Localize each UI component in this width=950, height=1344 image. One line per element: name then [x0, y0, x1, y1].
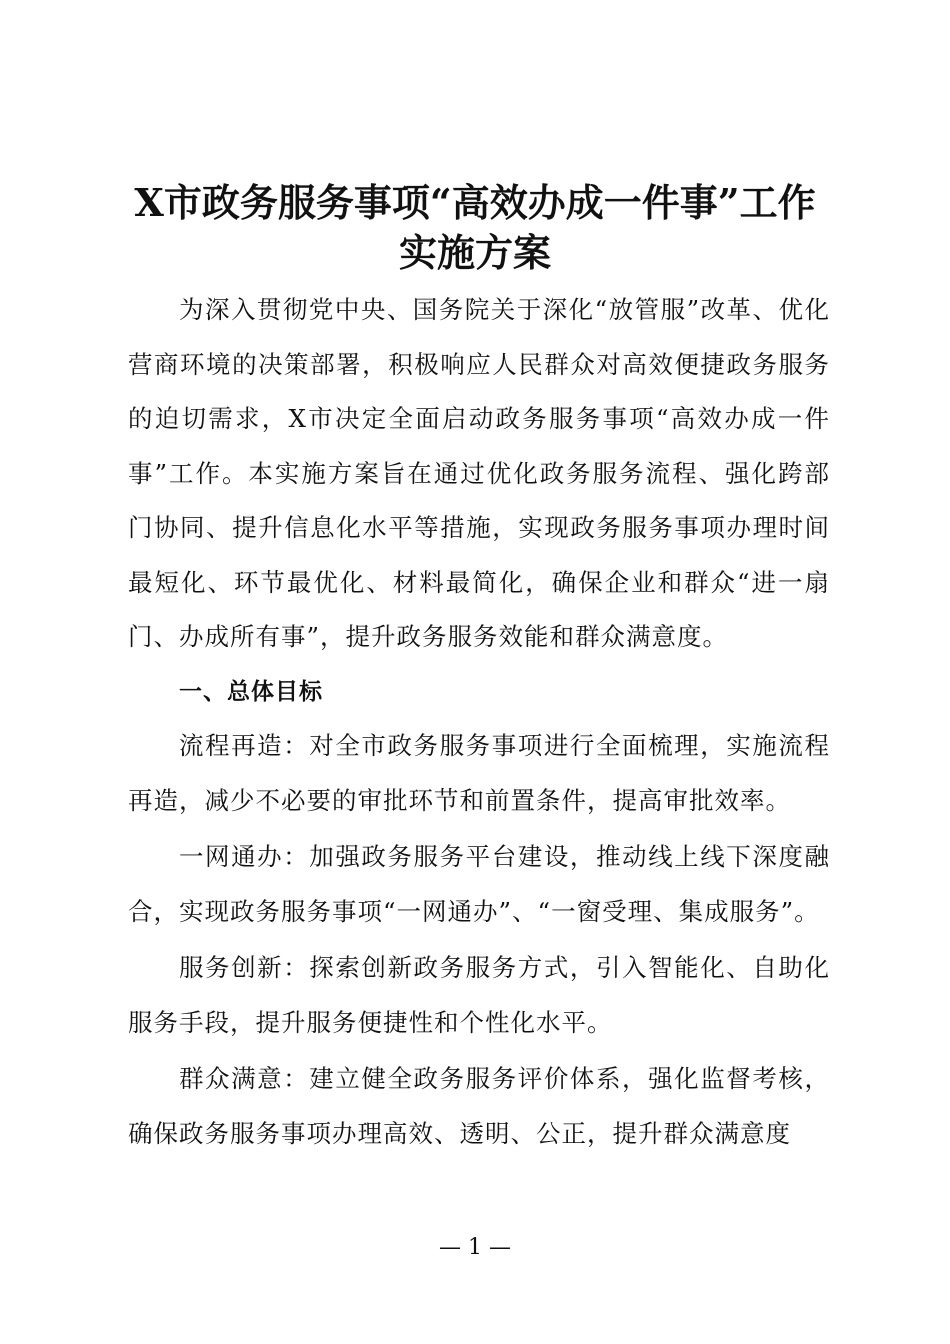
goal-service-innovation: 服务创新：探索创新政务服务方式，引入智能化、自助化服务手段，提升服务便捷性和个性化水平。	[128, 953, 830, 1037]
section-heading-overall-goals: 一、总体目标	[179, 678, 323, 705]
title-line-2: 实施方案	[398, 230, 551, 275]
document-title	[120, 178, 830, 278]
goal-public-satisfaction: 群众满意：建立健全政务服务评价体系，强化监督考核，确保政务服务事项办理高效、透明、公正，提升群众满意度	[128, 1064, 830, 1148]
goal-one-network: 一网通办：加强政务服务平台建设，推动线上线下深度融合，实现政务服务事项“一网通办”、“一窗受理、集成服务”。	[128, 842, 830, 926]
page-number: — 1 —	[439, 1235, 511, 1260]
document-body	[128, 283, 830, 1161]
goal-process-reengineering: 流程再造：对全市政务服务事项进行全面梳理，实施流程再造，减少不必要的审批环节和前置条件，提高审批效率。	[128, 731, 830, 815]
title-line-1: X市政务服务事项“高效办成一件事”工作	[134, 180, 816, 225]
intro-paragraph: 为深入贯彻党中央、国务院关于深化“放管服”改革、优化营商环境的决策部署，积极响应人民群众对高效便捷政务服务的迫切需求，X市决定全面启动政务服务事项“高效办成一件事”工作。本实施方案旨在通过优化政务服务流程、强化跨部门协同、提升信息化水平等措施，实现政务服务事项办理时间最短化、环节最优化、材料最简化，确保企业和群众“进一扇门、办成所有事”，提升政务服务效能和群众满意度。	[128, 295, 830, 651]
